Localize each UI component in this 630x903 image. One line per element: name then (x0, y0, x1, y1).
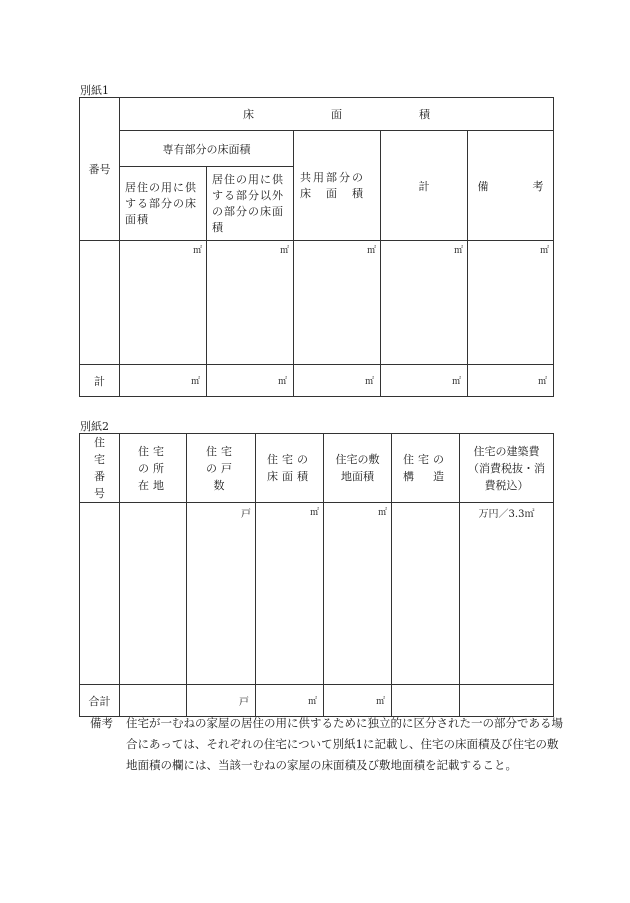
header-building-cost: 住宅の建築費（消費税抜・消費税込） (460, 434, 554, 503)
total-row (80, 365, 554, 397)
total-label: 計 (80, 365, 120, 397)
unit-ko: 戸 (187, 503, 256, 685)
note-label: 備考 (90, 716, 113, 730)
unit-m2: ㎡ (468, 241, 554, 365)
total-unit-m2: ㎡ (120, 365, 207, 397)
total-unit-m2: ㎡ (207, 365, 294, 397)
header-total: 計 (381, 131, 468, 241)
unit-m2: ㎡ (381, 241, 468, 365)
cell-number (80, 241, 120, 365)
total-unit-m2: ㎡ (324, 685, 392, 717)
header-common-area: 共用部分の床 面 積 (294, 131, 381, 241)
table-row (80, 241, 554, 365)
unit-m2: ㎡ (120, 241, 207, 365)
unit-m2: ㎡ (256, 503, 324, 685)
table-row (80, 503, 554, 685)
header-remarks: 備 考 (468, 131, 554, 241)
header-floor-area: 床 面 積 (120, 98, 554, 131)
header-structure: 住宅の構 造 (392, 434, 460, 503)
header-residential-area: 居住の用に供する部分の床面積 (120, 167, 207, 241)
sheet2-label: 別紙2 (80, 420, 109, 433)
note-text: 住宅が一むねの家屋の居住の用に供するために独立的に区分された一の部分である場合にあっては、それぞれの住宅について別紙1に記載し、住宅の床面積及び住宅の敷地面積の欄には、当該一むねの家屋の床面積及び敷地面積を記載すること。 (126, 716, 563, 772)
cell-house-number (80, 503, 120, 685)
header-house-number: 住宅番号 (80, 434, 120, 503)
header-number: 番号 (80, 98, 120, 241)
total-structure (392, 685, 460, 717)
total-unit-m2: ㎡ (256, 685, 324, 717)
header-floor-area: 住宅の床面積 (256, 434, 324, 503)
header-units: 住宅の戸 数 (187, 434, 256, 503)
unit-cost: 万円／3.3㎡ (460, 503, 554, 685)
total-cost (460, 685, 554, 717)
sheet1-label: 別紙1 (80, 84, 109, 97)
sheet2-table (79, 433, 554, 717)
header-site-area: 住宅の敷地面積 (324, 434, 392, 503)
total-unit-m2: ㎡ (294, 365, 381, 397)
total-location (120, 685, 187, 717)
cell-location (120, 503, 187, 685)
total-unit-m2: ㎡ (468, 365, 554, 397)
header-location: 住宅の所在地 (120, 434, 187, 503)
header-non-residential-area: 居住の用に供する部分以外の部分の床面積 (207, 167, 294, 241)
unit-m2: ㎡ (324, 503, 392, 685)
total-unit-ko: 戸 (187, 685, 256, 717)
cell-structure (392, 503, 460, 685)
header-exclusive-area: 専有部分の床面積 (120, 131, 294, 167)
total-row (80, 685, 554, 717)
total-unit-m2: ㎡ (381, 365, 468, 397)
unit-m2: ㎡ (207, 241, 294, 365)
unit-m2: ㎡ (294, 241, 381, 365)
sheet1-table (79, 97, 554, 397)
total-label: 合計 (80, 685, 120, 717)
